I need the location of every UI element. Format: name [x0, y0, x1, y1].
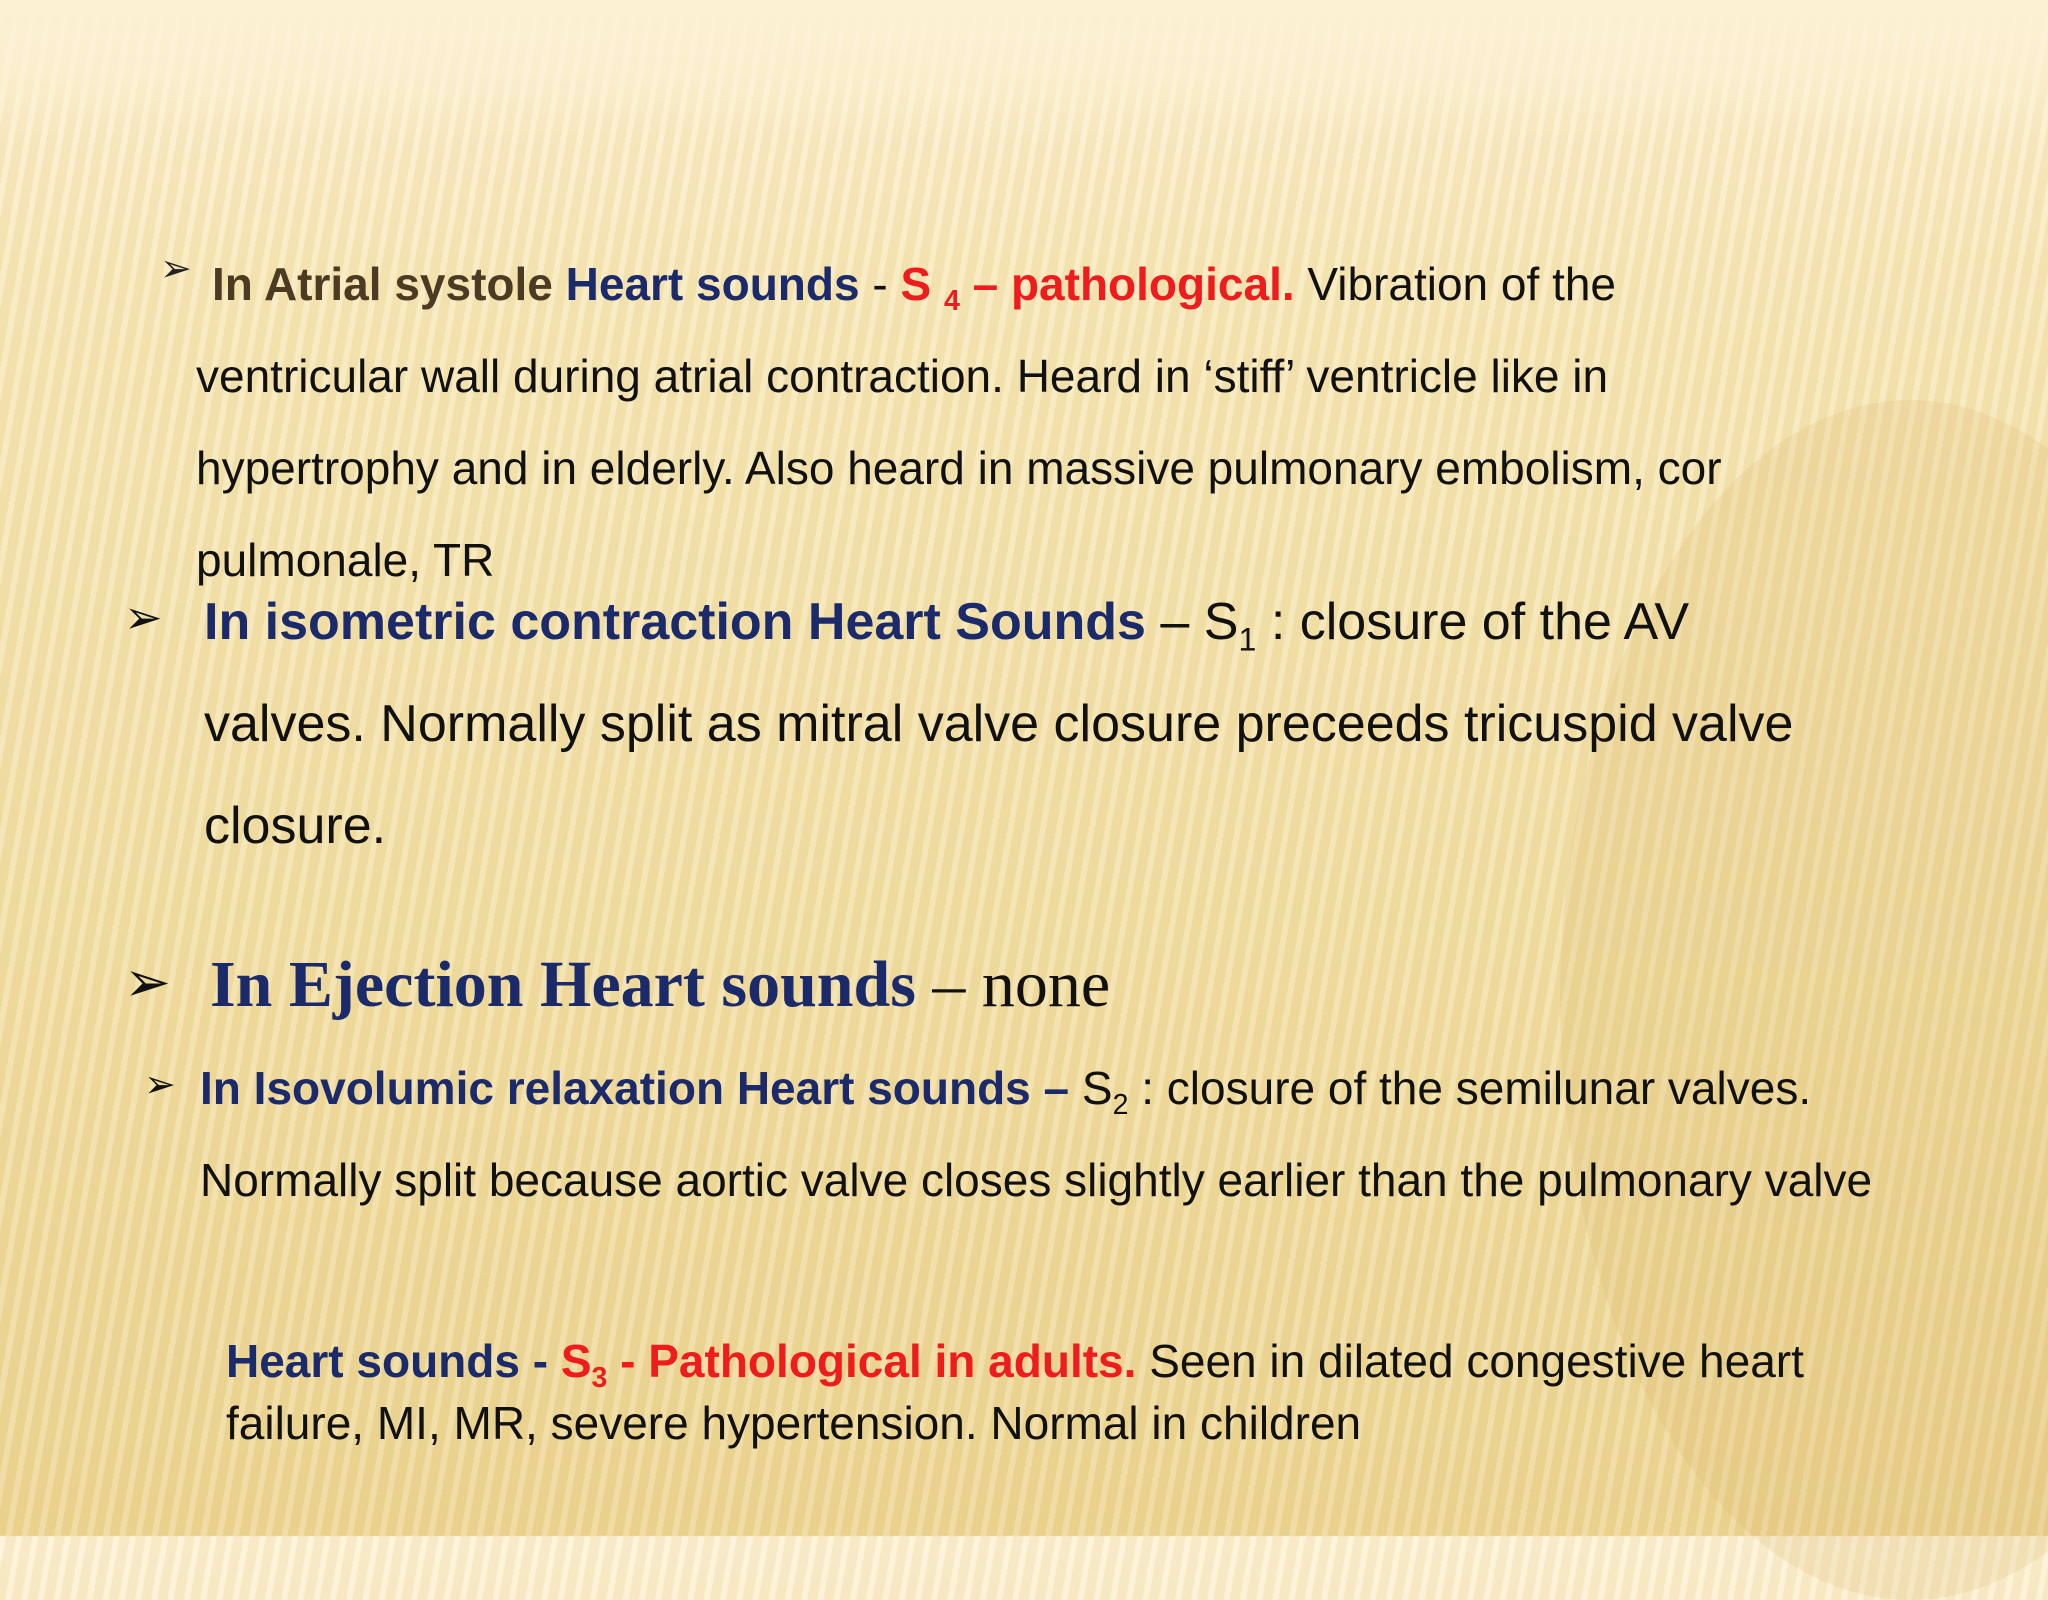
s3-lead: Heart sounds -	[226, 1335, 561, 1387]
s3-description: Seen in dilated congestive heart failure, MI, MR, severe hypertension. Normal in children	[226, 1335, 1804, 1449]
isometric-lead: In isometric contraction Heart Sounds	[204, 593, 1146, 651]
s4-label: S	[900, 258, 932, 310]
bullet-isovolumic-relaxation	[200, 1042, 1900, 1226]
atrial-pathological-label: – pathological.	[959, 258, 1295, 310]
atrial-dash: -	[859, 258, 901, 310]
s3-subscript: 3	[591, 1361, 608, 1394]
atrial-description: Vibration of the ventricular wall during atrial contraction. Heard in ‘stiff’ ventricle like in hypertrophy and in elderly. Also heard in massive pulmonary embolism, cor pulmonale, TR	[196, 258, 1722, 586]
arrowhead-bullet-icon: ➢	[124, 590, 163, 644]
ejection-none: – none	[915, 948, 1111, 1021]
s3-pathological-label: - Pathological in adults.	[607, 1335, 1137, 1387]
s2-label: S	[1069, 1062, 1113, 1114]
isometric-description: : closure of the AV valves. Normally split as mitral valve closure preceeds tricuspid valve closure.	[204, 593, 1794, 855]
s3-label: S	[560, 1335, 592, 1387]
s4-subscript: 4	[943, 284, 960, 317]
isovolumic-lead: In Isovolumic relaxation Heart sounds –	[200, 1062, 1070, 1114]
arrowhead-bullet-icon: ➢	[160, 246, 192, 290]
atrial-heart-sounds-label: Heart sounds	[565, 258, 860, 310]
arrowhead-bullet-icon: ➢	[144, 1062, 176, 1106]
arrowhead-bullet-icon: ➢	[124, 950, 171, 1015]
s3-paragraph	[226, 1330, 1926, 1454]
isovolumic-description: : closure of the semilunar valves. Normally split because aortic valve closes slightly earlier than the pulmonary valve	[200, 1062, 1873, 1206]
bullet-atrial-systole	[196, 238, 1816, 606]
s2-subscript: 2	[1112, 1088, 1129, 1121]
ejection-lead: In Ejection Heart sounds	[210, 948, 916, 1021]
s1-subscript: 1	[1238, 621, 1257, 658]
bullet-isometric-contraction	[204, 571, 1824, 877]
background-top-fade	[0, 0, 2048, 140]
isometric-s-label: – S	[1145, 593, 1239, 651]
atrial-lead: In Atrial systole	[212, 258, 553, 310]
bullet-ejection	[210, 940, 1110, 1030]
